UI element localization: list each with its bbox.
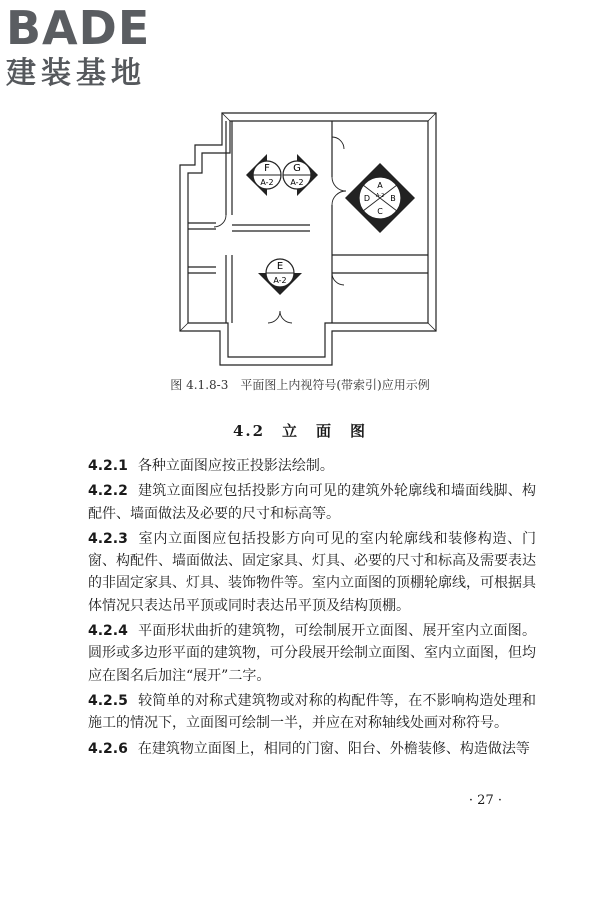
inner-wall <box>188 121 428 357</box>
view-symbol-f <box>246 154 281 196</box>
view-symbol-e <box>258 259 302 295</box>
view-symbol-g <box>283 154 318 196</box>
symbol-e-letter: E <box>276 261 284 272</box>
logo-wordmark: BADE <box>6 1 151 55</box>
clause-number: 4.2.6 <box>88 740 128 757</box>
symbol-d-letter: D <box>363 194 371 203</box>
clause-text: 较简单的对称式建筑物或对称的构配件等，在不影响构造处理和施工的情况下，立面图可绘制一半，并应在对称轴线处画对称符号。 <box>88 692 536 732</box>
symbol-g-letter: G <box>293 163 301 174</box>
symbol-quad-ref: A-2 <box>375 193 385 199</box>
clause-text: 建筑立面图应包括投影方向可见的建筑外轮廓线和墙面线脚、构配件、墙面做法及必要的尺寸和标高等。 <box>88 483 536 522</box>
clause-4-2-3 <box>88 528 536 617</box>
logo <box>6 2 176 92</box>
symbol-e-ref: A-2 <box>273 276 287 285</box>
symbol-f-ref: A-2 <box>260 178 274 187</box>
clause-text: 各种立面图应按正投影法绘制。 <box>137 458 334 474</box>
floor-plan-figure <box>150 105 450 373</box>
clause-4-2-5 <box>88 690 536 735</box>
page-number: · 27 · <box>468 793 502 808</box>
symbol-g-ref: A-2 <box>290 178 304 187</box>
clause-text: 室内立面图应包括投影方向可见的室内轮廓线和装修构造、门窗、构配件、墙面做法、固定家具、灯具、必要的尺寸和标高及需要表达的非固定家具、灯具、装饰物件等。室内立面图的顶棚轮廓线，可根据具体情况只表达吊平顶或同时表达吊平顶及结构顶棚。 <box>88 530 536 614</box>
symbol-a-letter: A <box>377 181 383 190</box>
clause-text: 在建筑物立面图上，相同的门窗、阳台、外檐装修、构造做法等 <box>137 740 530 757</box>
symbol-b-letter: B <box>390 194 396 203</box>
logo-subtitle: 建装基地 <box>6 56 146 91</box>
symbol-c-letter: C <box>377 207 383 216</box>
clause-4-2-1 <box>88 455 536 477</box>
clause-number: 4.2.2 <box>88 483 128 500</box>
clause-number: 4.2.5 <box>88 692 128 709</box>
symbol-f-letter: F <box>264 163 270 174</box>
figure-caption: 图 4.1.8-3 平面图上内视符号(带索引)应用示例 <box>170 378 430 392</box>
clause-4-2-6 <box>88 738 536 760</box>
clause-text: 平面形状曲折的建筑物，可绘制展开立面图、展开室内立面图。圆形或多边形平面的建筑物，可分段展开绘制立面图、室内立面图，但均应在图名后加注“展开”二字。 <box>88 623 536 684</box>
clause-number: 4.2.4 <box>88 623 128 640</box>
clause-4-2-2 <box>88 480 536 525</box>
clause-4-2-4 <box>88 620 536 687</box>
clause-number: 4.2.3 <box>88 530 128 547</box>
outer-wall <box>180 113 436 365</box>
section-title: 4.2 立 面 图 <box>232 422 368 440</box>
clause-list <box>88 455 536 763</box>
clause-number: 4.2.1 <box>88 458 128 474</box>
door-swings <box>214 137 346 323</box>
view-symbol-abcd <box>345 163 415 233</box>
